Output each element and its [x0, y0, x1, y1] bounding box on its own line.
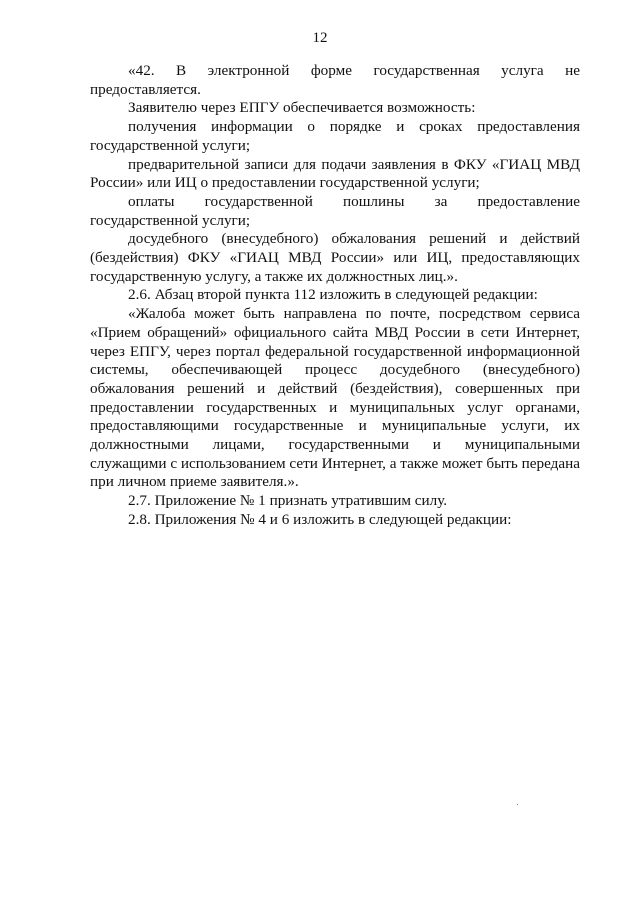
paragraph-complaint-text: «Жалоба может быть направлена по почте, посредством сервиса «Прием обращений» официального сайта МВД России в сети Интернет, через ЕПГУ, через портал федеральной государственной информационной системы, обеспечивающей процесс досудебного (внесудебного) обжалования решений и действий (бездействия), совершенных при предоставлении государственных и муниципальных услуг органами, предоставляющими государственные и муниципальные услуги, их должностными лицами, государственными и муниципальными служащими с использованием сети Интернет, а также может быть передана при личном приеме заявителя.». — [90, 305, 580, 491]
paragraph-section-2-7: 2.7. Приложение № 1 признать утратившим силу. — [128, 492, 448, 510]
paragraph-epgu-possibilities: Заявителю через ЕПГУ обеспечивается возможность: — [128, 99, 476, 117]
scan-speck — [517, 804, 518, 805]
paragraph-section-2-8: 2.8. Приложения № 4 и 6 изложить в следующей редакции: — [128, 510, 512, 528]
paragraph-preliminary-booking: предварительной записи для подачи заявления в ФКУ «ГИАЦ МВД России» или ИЦ о предоставлении государственной услуги; — [90, 155, 580, 192]
paragraph-electronic-form: «42. В электронной форме государственная услуга не предоставляется. — [90, 62, 580, 98]
paragraph-fee-payment: оплаты государственной пошлины за предоставление государственной услуги; — [90, 192, 580, 229]
page-number: 12 — [312, 30, 328, 46]
document-body — [90, 62, 580, 530]
paragraph-information: получения информации о порядке и сроках предоставления государственной услуги; — [90, 118, 580, 154]
paragraph-pretrial-appeal: досудебного (внесудебного) обжалования решений и действий (бездействия) ФКУ «ГИАЦ МВД России» или ИЦ, предоставляющих государственную услугу, а также их должностных лиц.». — [90, 230, 580, 285]
paragraph-section-2-6: 2.6. Абзац второй пункта 112 изложить в следующей редакции: — [128, 286, 538, 304]
